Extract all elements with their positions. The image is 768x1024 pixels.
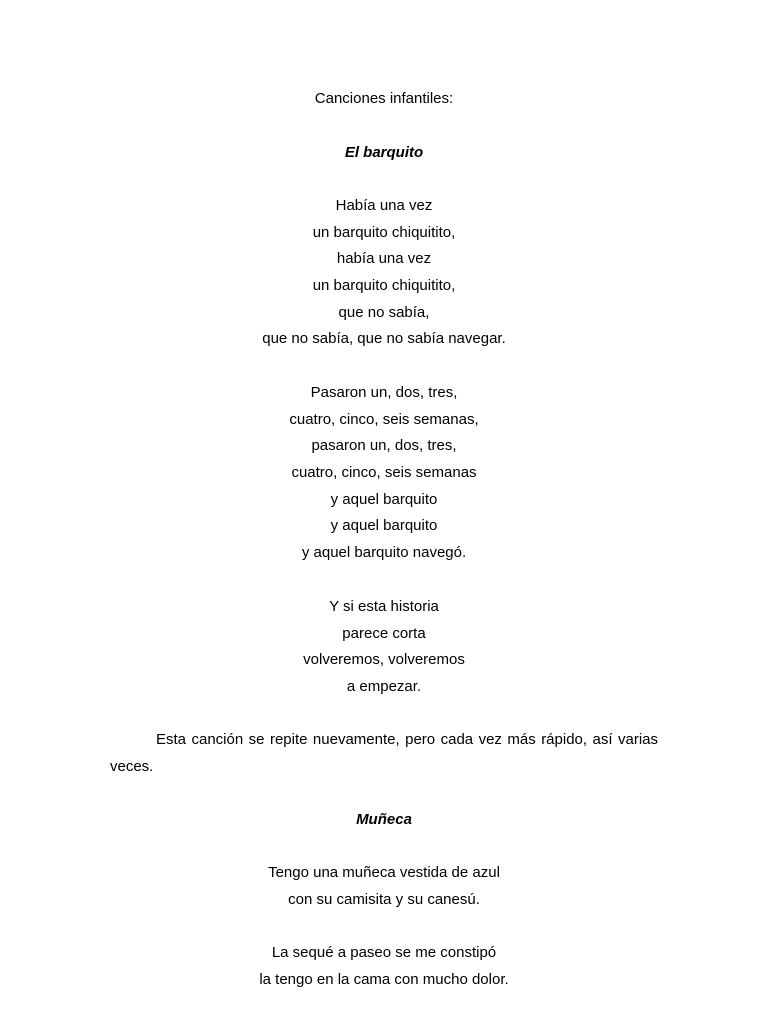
stanza-el-barquito-1	[0, 193, 768, 353]
verse-line: la tengo en la cama con mucho dolor.	[259, 970, 509, 988]
verse-line: con su camisita y su canesú.	[288, 890, 480, 908]
verse-line: Tengo una muñeca vestida de azul	[268, 864, 500, 881]
stanza-el-barquito-3	[0, 594, 768, 701]
document-heading: Canciones infantiles:	[314, 90, 454, 107]
verse-line: que no sabía,	[338, 303, 430, 321]
song-title-muneca: Muñeca	[356, 811, 412, 828]
stanza-el-barquito-2	[0, 380, 768, 567]
verse-line: cuatro, cinco, seis semanas	[291, 464, 477, 482]
verse-line: a empezar.	[346, 678, 422, 696]
verse-line: un barquito chiquitito,	[312, 277, 456, 295]
song-title-el-barquito: El barquito	[344, 144, 424, 161]
verse-line: La sequé a paseo se me constipó	[271, 944, 497, 961]
verse-line: que no sabía, que no sabía navegar.	[262, 330, 506, 348]
verse-line: había una vez	[336, 250, 432, 268]
song-note-paragraph: Esta canción se repite nuevamente, pero cada vez más rápido, así varias veces.	[110, 731, 658, 775]
verse-line: y aquel barquito navegó.	[301, 544, 467, 562]
stanza-muneca-1	[0, 860, 768, 913]
verse-line: cuatro, cinco, seis semanas,	[289, 410, 479, 428]
verse-line: volveremos, volveremos	[303, 651, 465, 669]
verse-line: parece corta	[342, 624, 426, 642]
verse-line: Y si esta historia	[329, 598, 439, 615]
verse-line: un barquito chiquitito,	[312, 223, 456, 241]
verse-line: pasaron un, dos, tres,	[311, 437, 457, 455]
verse-line: y aquel barquito	[330, 517, 438, 535]
verse-line: Había una vez	[335, 197, 433, 214]
stanza-muneca-2	[0, 940, 768, 993]
verse-line: y aquel barquito	[330, 490, 438, 508]
verse-line: Pasaron un, dos, tres,	[310, 384, 458, 401]
